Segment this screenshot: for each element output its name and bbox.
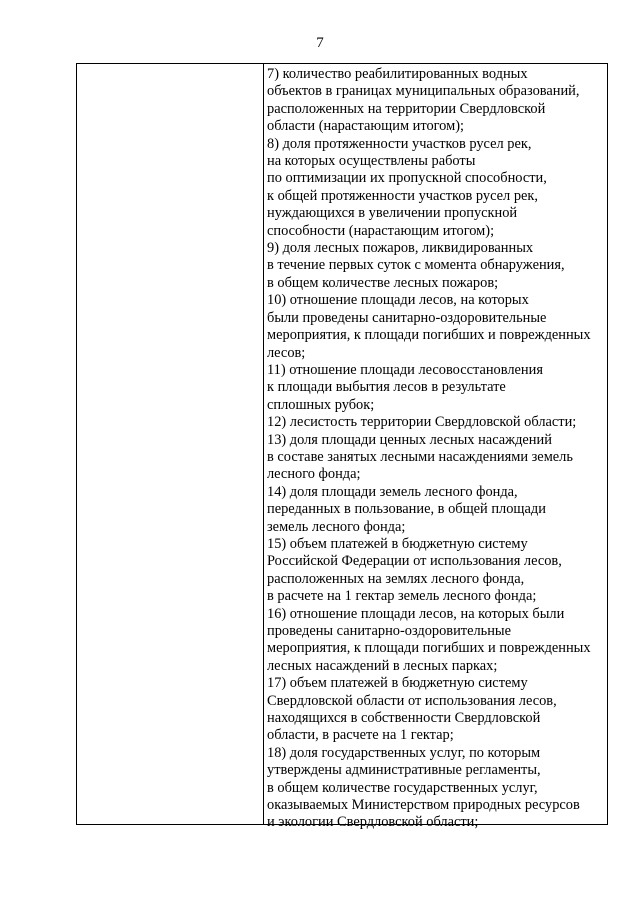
text-line: области (нарастающим итогом);: [267, 118, 464, 135]
text-line: 17) объем платежей в бюджетную систему: [267, 675, 528, 692]
text-line: в расчете на 1 гектар земель лесного фонда;: [267, 588, 537, 605]
text-line: мероприятия, к площади погибших и поврежденных: [267, 327, 591, 344]
text-line: лесных насаждений в лесных парках;: [267, 657, 498, 674]
text-line: 10) отношение площади лесов, на которых: [267, 292, 529, 309]
text-line: расположенных на землях лесного фонда,: [267, 570, 525, 587]
text-line: в составе занятых лесными насаждениями земель: [267, 448, 573, 465]
text-line: 13) доля площади ценных лесных насаждений: [267, 431, 552, 448]
table-left-column: [77, 64, 264, 824]
text-line: к общей протяженности участков русел рек,: [267, 187, 539, 204]
text-line: утверждены административные регламенты,: [267, 762, 541, 779]
text-line: к площади выбытия лесов в результате: [267, 379, 506, 396]
text-line: были проведены санитарно-оздоровительные: [267, 309, 547, 326]
text-line: оказываемых Министерством природных ресурсов: [267, 797, 580, 814]
text-line: лесного фонда;: [267, 466, 361, 483]
text-line: 18) доля государственных услуг, по которым: [267, 744, 541, 761]
text-line: и экологии Свердловской области;: [267, 814, 479, 831]
text-line: находящихся в собственности Свердловской: [267, 710, 541, 727]
text-line: области, в расчете на 1 гектар;: [267, 727, 454, 744]
text-line: 9) доля лесных пожаров, ликвидированных: [267, 240, 534, 257]
text-line: объектов в границах муниципальных образований,: [267, 83, 580, 100]
text-line: 12) лесистость территории Свердловской области;: [267, 414, 577, 431]
page-number: 7: [316, 35, 324, 51]
table-right-column: [267, 66, 607, 832]
text-line: проведены санитарно-оздоровительные: [267, 623, 511, 639]
text-line: переданных в пользование, в общей площади: [267, 501, 546, 518]
text-line: мероприятия, к площади погибших и поврежденных: [267, 640, 591, 657]
text-line: сплошных рубок;: [267, 396, 375, 413]
text-line: Свердловской области от использования лесов,: [267, 692, 557, 709]
text-line: Российской Федерации от использования лесов,: [267, 553, 562, 570]
text-line: 7) количество реабилитированных водных: [267, 66, 528, 82]
text-line: 8) доля протяженности участков русел рек,: [267, 135, 532, 152]
text-line: 14) доля площади земель лесного фонда,: [267, 483, 518, 500]
text-line: на которых осуществлены работы: [267, 153, 476, 170]
text-line: земель лесного фонда;: [267, 518, 406, 535]
text-line: лесов;: [267, 344, 306, 361]
text-line: расположенных на территории Свердловской: [267, 100, 546, 117]
text-line: 11) отношение площади лесовосстановления: [267, 361, 543, 378]
text-line: по оптимизации их пропускной способности,: [267, 170, 547, 187]
text-line: способности (нарастающим итогом);: [267, 222, 495, 239]
text-line: в общем количестве государственных услуг,: [267, 779, 538, 796]
text-line: в общем количестве лесных пожаров;: [267, 274, 499, 291]
text-line: в течение первых суток с момента обнаружения,: [267, 257, 565, 274]
text-line: нуждающихся в увеличении пропускной: [267, 205, 518, 222]
text-line: 16) отношение площади лесов, на которых были: [267, 605, 565, 622]
document-table: [76, 63, 608, 831]
text-line: 15) объем платежей в бюджетную систему: [267, 535, 528, 552]
